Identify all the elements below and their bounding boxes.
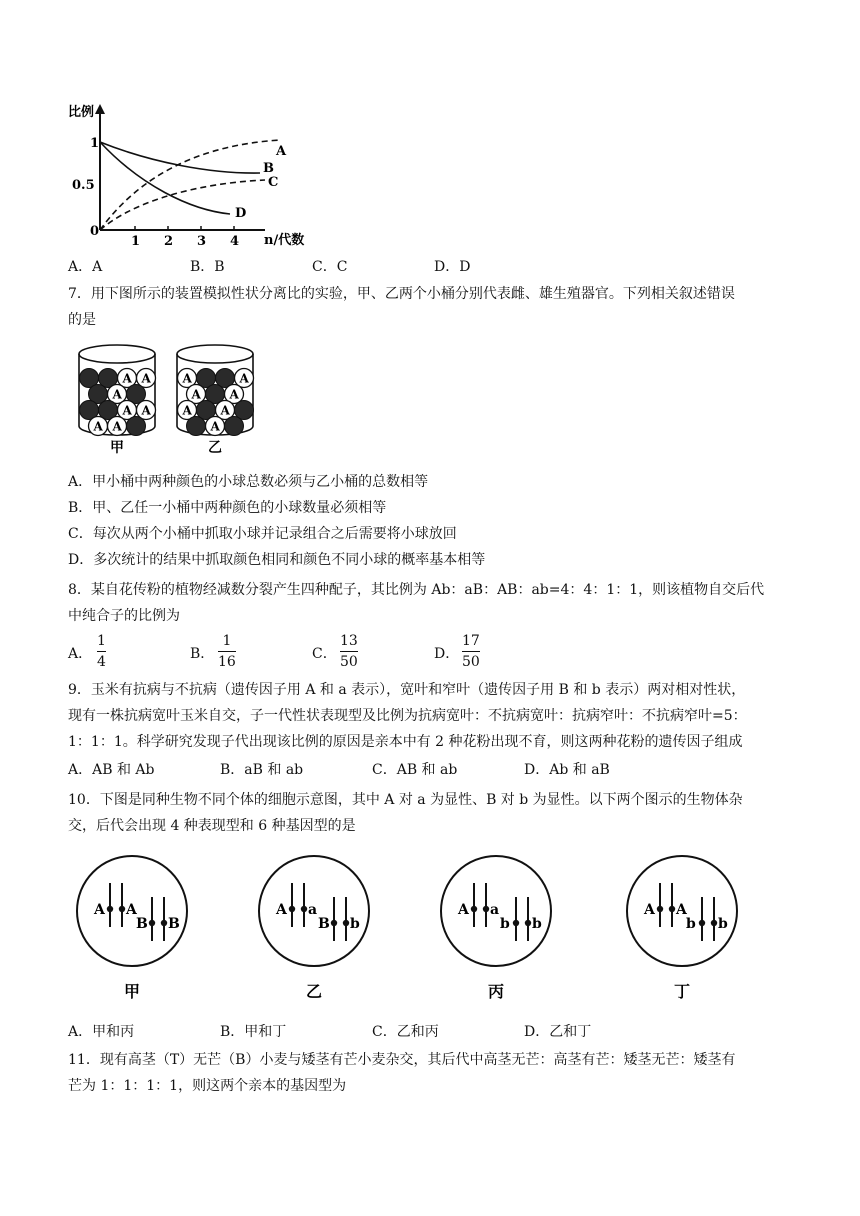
q10-stem-line1: 10．下图是同种生物不同个体的细胞示意图，其中 A 对 a 为显性、B 对 b 为显性。以下两个图示的生物体杂 xyxy=(68,792,743,808)
q7-stem-line1: 7．用下图所示的装置模拟性状分离比的实验，甲、乙两个小桶分别代表雌、雄生殖器官。下列相关叙述错误 xyxy=(68,286,735,302)
q7-stem-line2: 的是 xyxy=(68,312,96,328)
curve-b xyxy=(100,142,260,173)
cell-2 xyxy=(259,856,369,1001)
bucket-jia xyxy=(79,345,156,436)
ball-letter: A xyxy=(93,419,103,434)
ball-letter: A xyxy=(191,387,201,402)
numerator: 1 xyxy=(222,633,232,649)
q8-option-c-fraction xyxy=(340,632,358,671)
x-tick-4: 4 xyxy=(230,234,240,249)
gene-locus xyxy=(483,906,489,912)
q9-stem-line1: 9．玉米有抗病与不抗病（遗传因子用 A 和 a 表示），宽叶和窄叶（遗传因子用 B 和 b 表示）两对相对性状， xyxy=(68,682,746,698)
q7-buckets-figure xyxy=(72,340,272,458)
denominator: 50 xyxy=(340,654,358,670)
gene-locus xyxy=(149,920,155,926)
q7-option-a: A．甲小桶中两种颜色的小球总数必须与乙小桶的总数相等 xyxy=(68,474,429,490)
gene-locus xyxy=(107,906,113,912)
q10-cells-figure xyxy=(72,855,792,1005)
q11-stem-line2: 芒为 1：1：1：1，则这两个亲本的基因型为 xyxy=(68,1078,347,1094)
q8-stem-line1: 8．某自花传粉的植物经减数分裂产生四种配子，其比例为 Ab：aB：AB：ab=4：4：1：1，则该植物自交后代 xyxy=(68,582,765,598)
bucket-label-yi: 乙 xyxy=(208,440,222,456)
ball-letter: A xyxy=(210,419,220,434)
q8-option-a-letter: A． xyxy=(68,646,93,662)
q6-option-b: B．B xyxy=(190,259,225,275)
cell-label: 丁 xyxy=(674,982,691,1001)
q10-option-a: A．甲和丙 xyxy=(68,1024,135,1040)
numerator: 1 xyxy=(97,633,106,649)
q9-stem-line3: 1：1：1。科学研究发现子代出现该比例的原因是亲本中有 2 种花粉出现不育，则这两种花粉的遗传因子组成 xyxy=(68,734,743,750)
allele-right: A xyxy=(676,902,687,918)
gene-locus xyxy=(301,906,307,912)
y-axis-label: 比例 xyxy=(68,105,95,120)
q8-stem-line2: 中纯合子的比例为 xyxy=(68,608,180,624)
q8-option-b-fraction xyxy=(218,632,236,671)
allele-left: b xyxy=(500,916,510,932)
curve-label-a: A xyxy=(276,144,287,159)
ball-letter: A xyxy=(122,371,132,386)
q9-option-a: A．AB 和 Ab xyxy=(68,762,155,778)
curve-label-d: D xyxy=(235,206,247,221)
bucket-label-jia: 甲 xyxy=(110,440,124,456)
numerator: 17 xyxy=(462,633,480,649)
q8-option-a-fraction xyxy=(97,632,106,671)
allele-right: a xyxy=(308,902,318,918)
ball-letter: A xyxy=(229,387,239,402)
gene-locus xyxy=(699,920,705,926)
curve-label-b: B xyxy=(263,161,274,176)
gene-locus xyxy=(471,906,477,912)
q8-option-d-fraction xyxy=(462,632,480,671)
q8-option-b-letter: B． xyxy=(190,646,215,662)
x-tick-1: 1 xyxy=(131,234,141,249)
ball-letter: A xyxy=(182,371,192,386)
allele-right: b xyxy=(532,916,542,932)
allele-right: b xyxy=(718,916,728,932)
gene-locus xyxy=(331,920,337,926)
denominator: 16 xyxy=(218,654,236,670)
q6-line-chart xyxy=(60,100,320,255)
cell-4 xyxy=(627,856,737,1001)
q9-option-c: C．AB 和 ab xyxy=(372,762,458,778)
allele-left: B xyxy=(318,916,330,932)
q10-option-d: D．乙和丁 xyxy=(524,1024,592,1040)
ball-letter: A xyxy=(182,403,192,418)
x-tick-2: 2 xyxy=(164,234,174,249)
cell-1 xyxy=(77,856,187,1001)
cell-label: 丙 xyxy=(488,982,505,1001)
y-tick-0: 0 xyxy=(90,224,100,239)
ball-letter: A xyxy=(239,371,249,386)
gene-locus xyxy=(525,920,531,926)
q9-option-d: D．Ab 和 aB xyxy=(524,762,610,778)
allele-left: B xyxy=(136,916,148,932)
q8-option-d-letter: D． xyxy=(434,646,460,662)
denominator: 4 xyxy=(97,654,106,670)
q8-option-c-letter: C． xyxy=(312,646,337,662)
allele-right: a xyxy=(490,902,500,918)
ball-letter: A xyxy=(141,403,151,418)
gene-locus xyxy=(119,906,125,912)
allele-right: A xyxy=(126,902,137,918)
ball-letter: A xyxy=(141,371,151,386)
bucket-yi xyxy=(177,345,254,436)
curve-d xyxy=(100,142,230,214)
ball-dark xyxy=(187,417,206,436)
allele-left: A xyxy=(276,902,287,918)
ball-letter: A xyxy=(220,403,230,418)
q7-option-d: D．多次统计的结果中抓取颜色相同和颜色不同小球的概率基本相等 xyxy=(68,552,486,568)
allele-right: b xyxy=(350,916,360,932)
cell-label: 甲 xyxy=(124,982,141,1001)
q7-option-c: C．每次从两个小桶中抓取小球并记录组合之后需要将小球放回 xyxy=(68,526,457,542)
q6-option-d: D．D xyxy=(434,259,471,275)
cell-3 xyxy=(441,856,551,1001)
q10-option-b: B．甲和丁 xyxy=(220,1024,287,1040)
x-tick-3: 3 xyxy=(197,234,207,249)
ball-dark xyxy=(127,417,146,436)
gene-locus xyxy=(289,906,295,912)
ball-dark xyxy=(225,417,244,436)
q11-stem-line1: 11．现有高茎（T）无芒（B）小麦与矮茎有芒小麦杂交，其后代中高茎无芒：高茎有芒：矮茎无芒：矮茎有 xyxy=(68,1052,736,1068)
curve-label-c: C xyxy=(268,175,279,190)
q6-option-a: A．A xyxy=(68,259,103,275)
q10-option-c: C．乙和丙 xyxy=(372,1024,439,1040)
gene-locus xyxy=(669,906,675,912)
allele-left: A xyxy=(458,902,469,918)
q9-stem-line2: 现有一株抗病宽叶玉米自交，子一代性状表现型及比例为抗病宽叶：不抗病宽叶：抗病窄叶：不抗病窄叶=5： xyxy=(68,708,747,724)
balls-yi xyxy=(178,369,254,436)
q10-stem-line2: 交，后代会出现 4 种表现型和 6 种基因型的是 xyxy=(68,818,356,834)
gene-locus xyxy=(161,920,167,926)
q6-option-c: C．C xyxy=(312,259,348,275)
gene-locus xyxy=(711,920,717,926)
numerator: 13 xyxy=(340,633,358,649)
ball-letter: A xyxy=(112,419,122,434)
y-tick-0-5: 0.5 xyxy=(72,178,95,193)
allele-left: A xyxy=(94,902,105,918)
q7-option-b: B．甲、乙任一小桶中两种颜色的小球数量必须相等 xyxy=(68,500,387,516)
ball-letter: A xyxy=(122,403,132,418)
balls-jia xyxy=(80,369,156,436)
denominator: 50 xyxy=(462,654,480,670)
ball-letter: A xyxy=(112,387,122,402)
allele-right: B xyxy=(168,916,180,932)
gene-locus xyxy=(343,920,349,926)
allele-left: A xyxy=(644,902,655,918)
curve-c xyxy=(100,180,265,230)
x-axis-label: n/代数 xyxy=(264,233,305,248)
cell-label: 乙 xyxy=(306,982,323,1001)
gene-locus xyxy=(513,920,519,926)
y-tick-1: 1 xyxy=(90,136,100,151)
q9-option-b: B．aB 和 ab xyxy=(220,762,304,778)
y-axis-arrow xyxy=(95,104,105,114)
allele-left: b xyxy=(686,916,696,932)
gene-locus xyxy=(657,906,663,912)
curve-a xyxy=(100,140,280,230)
